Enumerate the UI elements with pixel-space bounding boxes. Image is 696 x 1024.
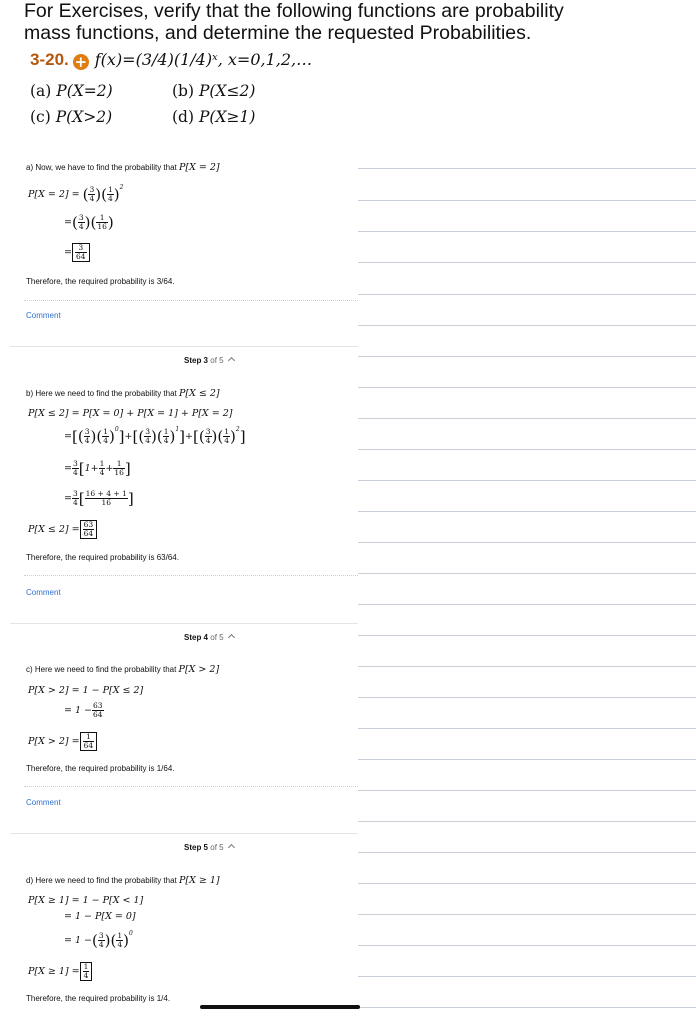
exercise-line xyxy=(30,50,312,70)
chevron-up-icon[interactable] xyxy=(228,844,235,851)
part-a-question: (a) P(X=2) xyxy=(30,82,113,100)
part-a-conclusion: Therefore, the required probability is 3/64. xyxy=(26,277,175,286)
part-b-line-3: = $\frac{3}{4}$ [1+ $\frac{1}{4}$ + $\frac{1}{16}$ ] xyxy=(64,459,131,478)
ruled-line xyxy=(358,883,696,884)
part-d-line-2: = 1 − P[X = 0] xyxy=(64,911,136,922)
ruled-line xyxy=(358,790,696,791)
part-c-intro: c) Here we need to find the probability that P[X > 2] xyxy=(26,664,220,675)
part-a-line-3: = $\frac{3}{64}$ xyxy=(64,243,90,262)
ruled-line xyxy=(358,635,696,636)
divider xyxy=(24,300,358,301)
heading-line-1: For Exercises, verify that the following functions are probability xyxy=(24,0,564,22)
part-a-intro: a) Now, we have to find the probability that P[X = 2] xyxy=(26,162,220,173)
part-b-conclusion: Therefore, the required probability is 63/64. xyxy=(26,553,179,562)
expand-plus-icon[interactable]: + xyxy=(74,53,88,71)
divider xyxy=(10,346,358,347)
ruled-line xyxy=(358,976,696,977)
part-c-result: P[X > 2] = $\frac{1}{64}$ xyxy=(28,732,97,751)
part-b-line-1: P[X ≤ 2] = P[X = 0] + P[X = 1] + P[X = 2] xyxy=(28,408,233,419)
ruled-line xyxy=(358,573,696,574)
ruled-line xyxy=(358,480,696,481)
exercise-formula: f(x)=(3/4)(1/4)ˣ, x=0,1,2,… xyxy=(94,50,313,69)
ruled-line xyxy=(358,697,696,698)
exercise-number: 3-20. xyxy=(30,50,69,69)
ruled-line xyxy=(358,418,696,419)
part-b-line-4: = $\frac{3}{4}$ [ $\frac{16 + 4 + 1}{16}$ ] xyxy=(64,489,134,508)
ruled-line xyxy=(358,231,696,232)
divider xyxy=(10,833,358,834)
part-a-line-2: =( $\frac{3}{4}$ )( $\frac{1}{16}$ ) xyxy=(64,213,114,232)
home-indicator[interactable] xyxy=(200,1005,360,1009)
divider xyxy=(10,623,358,624)
ruled-line xyxy=(358,914,696,915)
ruled-line xyxy=(358,759,696,760)
part-d-line-1: P[X ≥ 1] = 1 − P[X < 1] xyxy=(28,895,144,906)
part-d-question: (d) P(X≥1) xyxy=(172,108,256,126)
ruled-line xyxy=(358,945,696,946)
ruled-line xyxy=(358,168,696,169)
ruled-line xyxy=(358,449,696,450)
part-c-line-2: = 1 − $\frac{63}{64}$ xyxy=(64,701,103,719)
part-d-result: P[X ≥ 1] = $\frac{1}{4}$ xyxy=(28,962,92,981)
ruled-line xyxy=(358,728,696,729)
part-c-conclusion: Therefore, the required probability is 1/64. xyxy=(26,764,175,773)
ruled-line xyxy=(358,1007,696,1008)
ruled-line xyxy=(358,821,696,822)
divider xyxy=(24,786,358,787)
ruled-line xyxy=(358,387,696,388)
part-c-line-1: P[X > 2] = 1 − P[X ≤ 2] xyxy=(28,685,144,696)
part-a-line-1: P[X = 2] = ( $\frac{3}{4}$ )( $\frac{1}{4}$ )$^2$ xyxy=(28,184,124,204)
divider xyxy=(24,575,358,576)
heading-line-2: mass functions, and determine the requested Probabilities. xyxy=(24,22,532,44)
ruled-line xyxy=(358,200,696,201)
step-3-header[interactable]: Step 3 of 5 xyxy=(184,356,234,365)
ruled-line xyxy=(358,542,696,543)
part-d-conclusion: Therefore, the required probability is 1/4. xyxy=(26,994,171,1003)
part-c-question: (c) P(X>2) xyxy=(30,108,113,126)
comment-link-c[interactable]: Comment xyxy=(26,798,61,807)
part-d-intro: d) Here we need to find the probability that P[X ≥ 1] xyxy=(26,875,220,886)
ruled-line xyxy=(358,262,696,263)
ruled-line xyxy=(358,852,696,853)
part-b-question: (b) P(X≤2) xyxy=(172,82,256,100)
ruled-line xyxy=(358,356,696,357)
step-5-header[interactable]: Step 5 of 5 xyxy=(184,843,234,852)
comment-link-a[interactable]: Comment xyxy=(26,311,61,320)
ruled-line xyxy=(358,511,696,512)
part-b-result: P[X ≤ 2] = $\frac{63}{64}$ xyxy=(28,520,97,539)
part-b-line-2: =[( $\frac{3}{4}$ )( $\frac{1}{4}$ )$^0$]+[( $\frac{3}{4}$ )( $\frac{1}{4}$ )$^1$]+[( $\frac{3}{4}$ )( $\frac{1}{4}$ )$^2$] xyxy=(64,426,246,446)
problem-heading xyxy=(24,0,564,44)
ruled-line xyxy=(358,325,696,326)
chevron-up-icon[interactable] xyxy=(228,357,235,364)
ruled-line xyxy=(358,666,696,667)
part-d-line-3: = 1 −( $\frac{3}{4}$ )( $\frac{1}{4}$ )$^0$ xyxy=(64,930,133,950)
ruled-line xyxy=(358,604,696,605)
chevron-up-icon[interactable] xyxy=(228,634,235,641)
part-b-intro: b) Here we need to find the probability that P[X ≤ 2] xyxy=(26,388,220,399)
step-4-header[interactable]: Step 4 of 5 xyxy=(184,633,234,642)
ruled-line xyxy=(358,294,696,295)
comment-link-b[interactable]: Comment xyxy=(26,588,61,597)
